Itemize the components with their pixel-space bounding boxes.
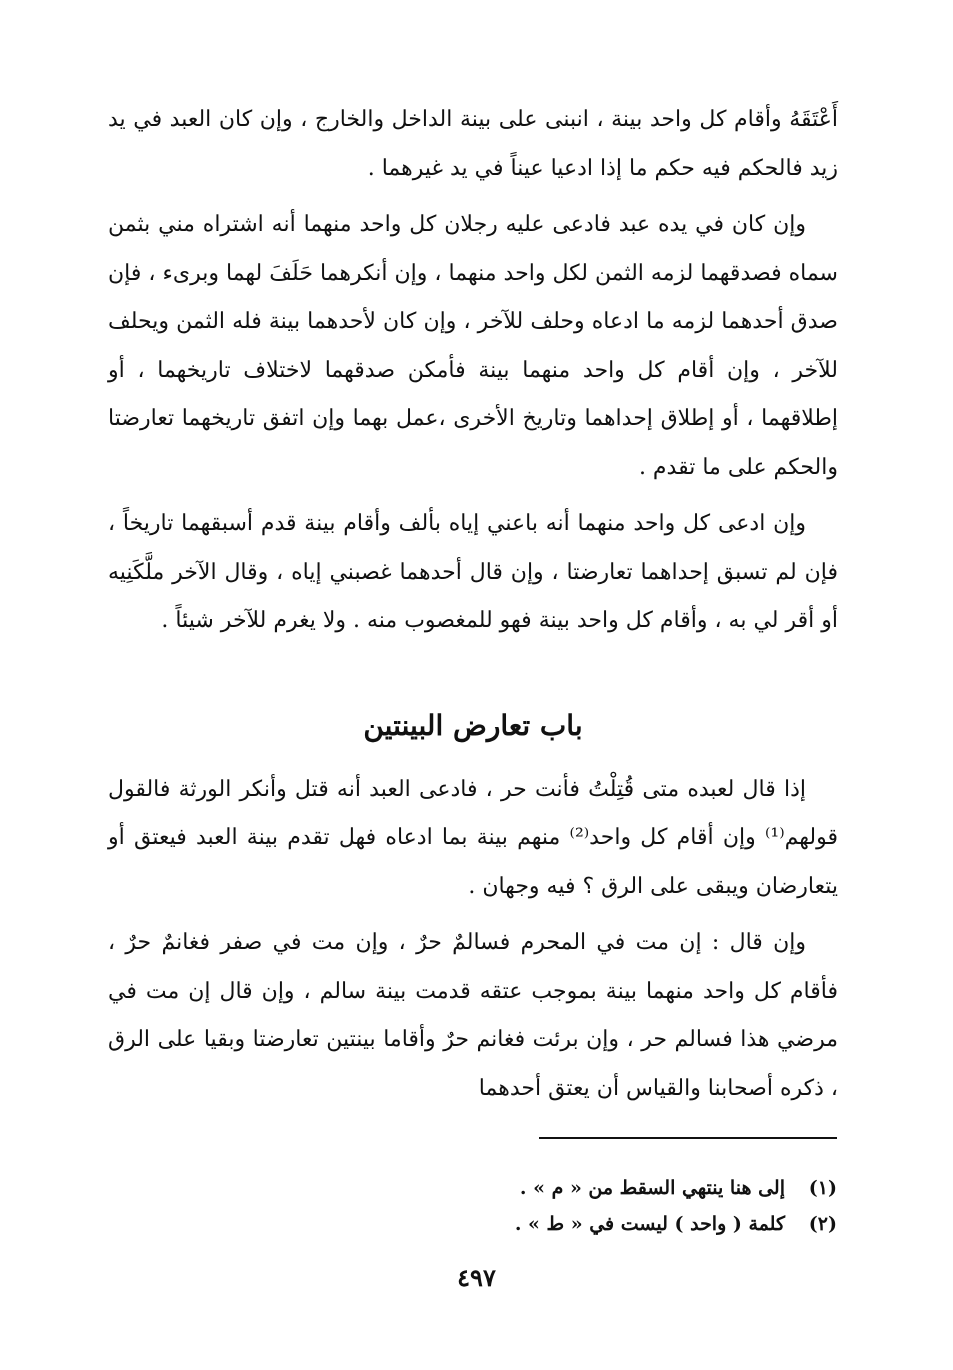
footnote-divider [539,1137,837,1139]
footnote-2 [337,1206,837,1242]
footnote-number: (١) [808,1177,837,1199]
page-number: ٤٩٧ [457,1263,496,1292]
page-body [108,96,838,1121]
paragraph-1: أَعْتَقَهُ وأقام كل واحد بينة ، انبنى على بينة الداخل والخارج ، وإن كان العبد في يد زيد فالحكم فيه حكم ما إذا ادعيا عيناً في يد غيرهما . [108,107,838,181]
footnote-1 [337,1170,837,1206]
footnotes [337,1170,837,1242]
section-heading: باب تعارض البينتين [363,708,583,742]
paragraph-4: إذا قال لعبده متى قُتِلْتُ فأنت حر ، فادعى العبد أنه قتل وأنكر الورثة فالقول قولهم⁽¹⁾ وإن أقام كل واحد⁽²⁾ منهم بينة بما ادعاه فهل تقدم بينة العبد فيعتق أو يتعارضان ويبقى على الرق ؟ فيه وجهان . [108,776,838,899]
paragraph-5: وإن قال : إن مت في المحرم فسالمٌ حرٌ ، وإن مت في صفر فغانمٌ حرٌ ، فأقام كل واحد منهما بينة بموجب عتقه قدمت بينة سالم ، وإن قال إن مت في مرضي هذا فسالم حر ، وإن برئت فغانم حرٌ وأقاما بينتين تعارضتا وبقيا على الرق ، ذكره أصحابنا والقياس أن يعتق أحدهما [108,930,838,1101]
paragraph-3: وإن ادعى كل واحد منهما أنه باعني إياه بألف وأقام بينة قدم أسبقهما تاريخاً ، فإن لم تسبق إحداهما تعارضتا ، وإن قال أحدهما غصبني إياه ، وقال الآخر ملَّكَنِيه أو أقر لي به ، وأقام كل واحد بينة فهو للمغصوب منه . ولا يغرم للآخر شيئاً . [108,511,838,633]
paragraph-2: وإن كان في يده عبد فادعى عليه رجلان كل واحد منهما أنه اشتراه مني بثمن سماه فصدقهما لزمه الثمن لكل واحد منهما ، وإن أنكرهما حَلَفَ لهما وبرىء ، فإن صدق أحدهما لزمه ما ادعاه وحلف للآخر ، وإن كان لأحدهما بينة فله الثمن ويحلف للآخر ، وإن أقام كل واحد منهما بينة فأمكن صدقهما لاختلاف تاريخهما ، أو إطلاقهما ، أو إطلاق إحداهما وتاريخ الأخرى ،عمل بهما وإن اتفق تاريخهما تعارضتا والحكم على ما تقدم . [108,212,838,480]
footnote-text: كلمة ( واحد ) ليست في « ط » . [514,1213,785,1235]
footnote-number: (٢) [808,1213,837,1235]
footnote-text: إلى هنا ينتهي السقط من « م » . [519,1177,785,1199]
